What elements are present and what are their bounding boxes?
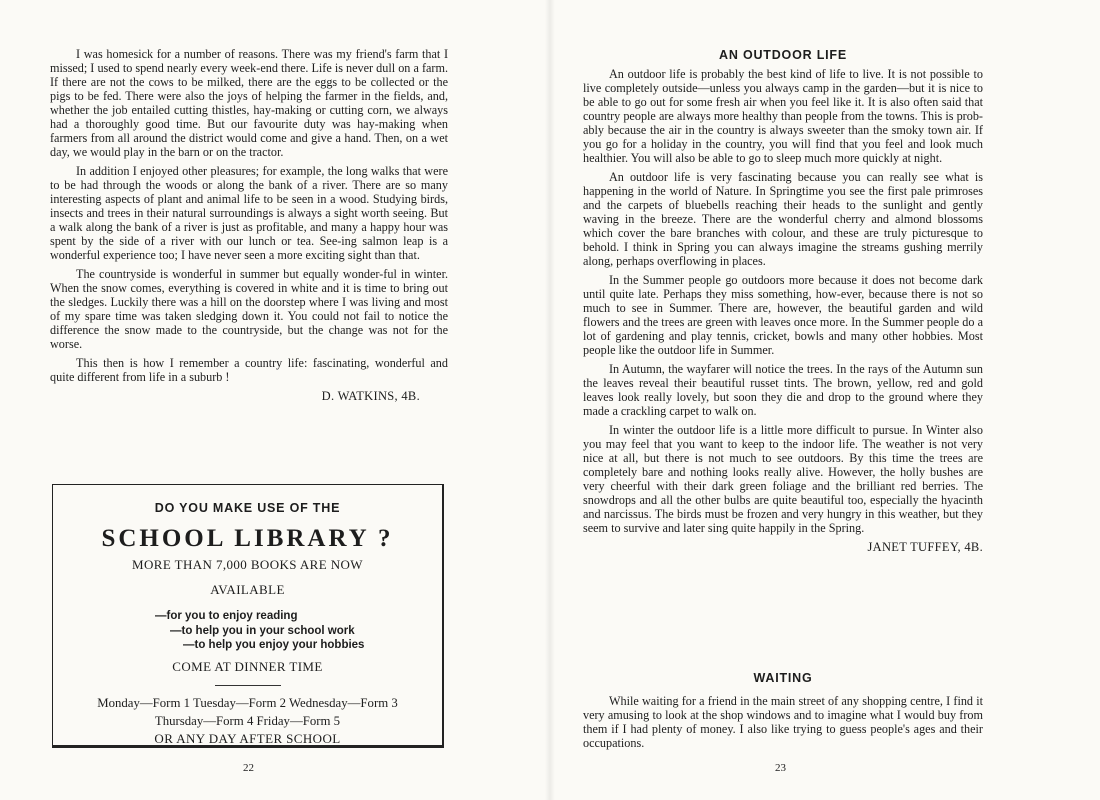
advert-schedule: [53, 694, 442, 730]
advert-dinner-time: COME AT DINNER TIME: [172, 658, 323, 674]
advert-question: DO YOU MAKE USE OF THE: [154, 501, 341, 515]
article-paragraph: This then is how I remember a country life: fascinating, wonderful and quite different from life in a suburb !: [50, 356, 448, 384]
advert-available: AVAILABLE: [210, 582, 285, 597]
advert-reason: —for you to enjoy reading: [155, 610, 298, 622]
article-paragraph: In addition I enjoyed other pleasures; for example, the long walks that were to be had through the woods or along the bank of a river. There are so many interesting aspects of plant and animal life to be seen in a wood. Studying birds, insects and trees in their natural surroundings is always a sight worth seeing. But a walk along the bank of a river is just as profitable, and many a happy hour was spent by the side of a river with our lunch or tea. See-ing salmon leap is a wonderful experience too; I have never seen a more exciting sight than that.: [50, 164, 448, 262]
article-title: WAITING: [753, 671, 813, 685]
waiting-article: [583, 694, 983, 755]
article-paragraph: An outdoor life is probably the best kind of life to live. It is not possible to live completely outside—unless you always camp in the garden—but it is nice to be able to go out for some fresh air when you feel like it. It is also often said that country people are always more healthy than people from the towns. This is prob-ably because the air in the country is always sweeter than the smoky town air. If you go for a holiday in the country, you will find that you feel and look much healthier. You will also be able to go to sleep much more quickly at night.: [583, 67, 983, 165]
advert-after-school: OR ANY DAY AFTER SCHOOL: [154, 730, 341, 746]
advert-book-count: MORE THAN 7,000 BOOKS ARE NOW: [132, 557, 363, 572]
schedule-line: Thursday—Form 4 Friday—Form 5: [154, 713, 341, 728]
article-paragraph: An outdoor life is very fascinating because you can really see what is happening in the world of Nature. In Springtime you see the first pale primroses and the carpets of bluebells reaching their heads to the sunlight and gently waving in the breeze. There are the wonderful cherry and almond blossoms which cover the bare branches with colour, and these are truly picturesque to behold. I think in Spring you can always imagine the streams gushing merrily along, perhaps overflowing in places.: [583, 170, 983, 268]
article-paragraph: In the Summer people go outdoors more because it does not become dark until quite late. Perhaps they miss something, how-ever, because there is not so much to see in Summer. There are, however, the beautiful garden and wild flowers and the trees are green with leaves once more. In the Summer people do a lot of gardening and play tennis, cricket, bowls and many other hobbies. Most people like the outdoor life in Summer.: [583, 273, 983, 357]
article-paragraph: While waiting for a friend in the main street of any shopping centre, I find it very amusing to look at the shop windows and to imagine what I would buy from them if I had plenty of money. I also like trying to guess people's ages and their occupations.: [583, 694, 983, 750]
article-paragraph: In winter the outdoor life is a little more difficult to pursue. In Winter also you may feel that you want to keep to the indoor life. The weather is not very nice at all, but there is not much to see outdoors. By this time the trees are completely bare and nothing looks really alive. However, the holly bushes are very cheerful with their dark green foliage and the brilliant red berries. The snowdrops and all the other bulbs are quite beautiful too, especially the hyacinth and narcissus. The birds must be frozen and very hungry in this weather, but they seem to survive and later sing quite happily in the Spring.: [583, 423, 983, 535]
schedule-line: Monday—Form 1 Tuesday—Form 2 Wednesday—Form 3: [97, 695, 398, 710]
advert-headline: SCHOOL LIBRARY ?: [101, 525, 394, 552]
country-life-article: [50, 47, 448, 403]
author-signature: D. WATKINS, 4B.: [321, 389, 420, 403]
article-title: AN OUTDOOR LIFE: [719, 48, 847, 62]
article-paragraph: I was homesick for a number of reasons. There was my friend's farm that I missed; I used to spend nearly every week-end there. Life is never dull on a farm. If there are not the cows to be milked, there are the eggs to be collected or the pigs to be fed. There were also the joys of helping the farmer in the fields, and, whether the job entailed cutting thistles, hay-making or cutting corn, we always had a thoroughly good time. But our favourite duty was hay-making when farmers from all around the district would come and give a hand. Then, on a wet day, we would play in the barn or on the tractor.: [50, 47, 448, 159]
advert-divider: [215, 685, 281, 686]
page-number: 23: [775, 762, 786, 774]
advert-reason: —to help you in your school work: [170, 624, 355, 637]
page-number: 22: [243, 762, 254, 774]
article-paragraph: The countryside is wonderful in summer but equally wonder-ful in winter. When the snow comes, everything is covered in white and it is time to bring out the sledges. Luckily there was a hill on the doorstep where I was living and most of my spare time was taken sledging down it. You could not fail to notice the difference the snow made to the countryside, but the change was not for the worse.: [50, 267, 448, 351]
library-advert: [52, 484, 444, 748]
article-paragraph: In Autumn, the wayfarer will notice the trees. In the rays of the Autumn sun the leaves reveal their beautiful russet tints. The brown, yellow, red and gold leaves look really lovely, but soon they die and drop to the ground where they made a crackling carpet to walk on.: [583, 362, 983, 418]
advert-reason: —to help you enjoy your hobbies: [183, 639, 365, 651]
author-signature: JANET TUFFEY, 4B.: [867, 540, 983, 554]
outdoor-life-article: [583, 67, 983, 554]
